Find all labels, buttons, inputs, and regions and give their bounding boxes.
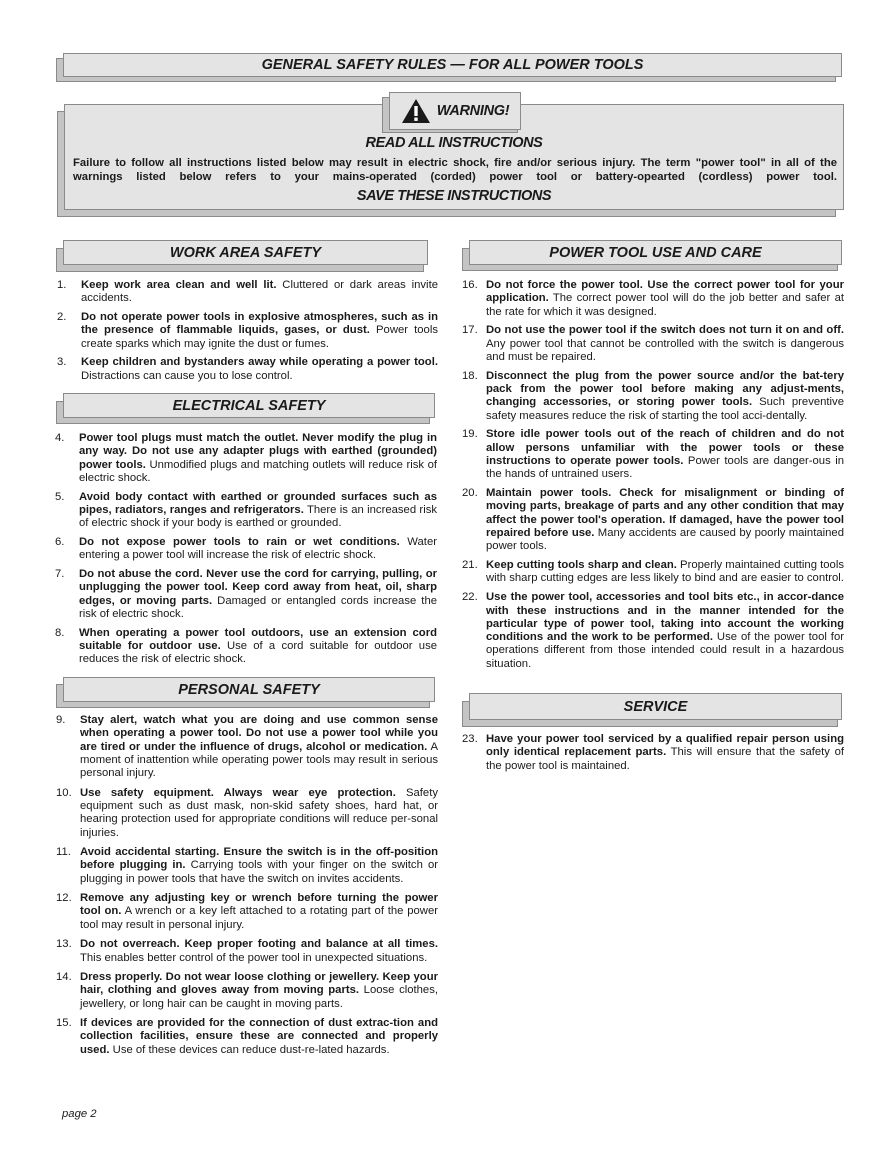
page-title-box xyxy=(63,53,842,77)
rule-item xyxy=(462,591,844,671)
rule-number: 5. xyxy=(55,490,65,503)
work-area-title: WORK AREA SAFETY xyxy=(169,244,322,261)
rule-text: Any power tool that cannot be controlled with the switch is dangerous and must be repaired. xyxy=(486,337,844,363)
rule-bold-text: Disconnect the plug from the power source and/or the bat-tery pack from the power tool before making any adjust-ments, changing accessories, or storing power tools. xyxy=(486,369,844,409)
rule-text: Cluttered or dark areas invite accidents. xyxy=(81,279,438,305)
rule-item xyxy=(57,311,438,351)
rule-number: 2. xyxy=(57,311,67,324)
rule-text: A wrench or a key left attached to a rotating part of the power tool may result in personal injury. xyxy=(80,905,438,931)
rule-text: Unmodified plugs and matching outlets will reduce risk of electric shock. xyxy=(79,458,437,484)
rule-item xyxy=(55,491,437,531)
rule-text: There is an increased risk of electric shock if your body is earthed or grounded. xyxy=(79,503,437,530)
rule-text: This will ensure that the safety of the power tool is maintained. xyxy=(486,746,844,772)
rule-number: 3. xyxy=(57,356,67,369)
page-title: GENERAL SAFETY RULES — FOR ALL POWER TOOLS xyxy=(261,57,644,73)
warning-tab xyxy=(389,92,521,130)
rule-bold-text: Do not force the power tool. Use the correct power tool for your application. xyxy=(486,279,844,305)
warning-text: Failure to follow all instructions listed below may result in electric shock, fire and/or serious injury. The term "power tool" in all of the warnings listed below refers to your mains-operated (corded) power tool or battery-opearted (cordless) power tool. xyxy=(73,157,837,183)
rule-item xyxy=(56,714,438,780)
warning-label: WARNING! xyxy=(436,103,510,119)
rule-bold-text: Do not expose power tools to rain or wet conditions. xyxy=(79,536,400,549)
rule-number: 4. xyxy=(55,432,65,444)
power-tool-list xyxy=(462,279,844,677)
rule-bold-text: Keep work area clean and well lit. xyxy=(81,279,277,291)
rule-number: 15. xyxy=(56,1017,72,1030)
rule-number: 12. xyxy=(56,892,72,905)
rule-item xyxy=(462,370,844,423)
rule-text: Carrying tools with your finger on the switch or plugging in power tools that have the switch on invites accidents. xyxy=(80,859,438,885)
rule-bold-text: Avoid body contact with earthed or grounded surfaces such as pipes, radiators, ranges and refrigerators. xyxy=(79,490,437,516)
rule-number: 14. xyxy=(56,970,72,983)
rule-number: 7. xyxy=(55,568,65,581)
rule-text: Distractions can cause you to lose control. xyxy=(81,369,293,382)
rule-item xyxy=(55,536,437,563)
warning-triangle-icon xyxy=(401,98,431,124)
electrical-title: ELECTRICAL SAFETY xyxy=(172,397,326,414)
rule-item xyxy=(462,733,844,773)
rule-number: 6. xyxy=(55,536,65,549)
rule-item xyxy=(462,487,844,553)
rule-number: 1. xyxy=(57,279,67,291)
rule-bold-text: Do not use the power tool if the switch does not turn it on and off. xyxy=(486,324,844,337)
rule-item xyxy=(55,627,437,667)
read-instructions-title: READ ALL INSTRUCTIONS xyxy=(365,135,543,151)
rule-item xyxy=(462,559,844,586)
rule-text: Safety equipment such as dust mask, non-skid safety shoes, hard hat, or hearing protection used for appropriate conditions will reduce per-sonal injuries. xyxy=(80,786,438,839)
rule-bold-text: Maintain power tools. Check for misalignment or binding of moving parts, breakage of parts and any other condition that may affect the power tool's operation. If damaged, have the power tool repaired before use. xyxy=(486,487,844,540)
rule-number: 20. xyxy=(462,487,478,500)
rule-text: The correct power tool will do the job better and safer at the rate for which it was designed. xyxy=(486,292,844,318)
rule-number: 23. xyxy=(462,733,478,745)
service-header xyxy=(469,693,842,720)
rule-text: Loose clothes, jewellery, or long hair can be caught in moving parts. xyxy=(80,984,438,1010)
rule-item xyxy=(56,846,438,886)
rule-bold-text: Do not abuse the cord. Never use the cord for carrying, pulling, or unplugging the power tool. Keep cord away from heat, oil, sharp edges, or moving parts. xyxy=(79,568,437,607)
rule-bold-text: Do not operate power tools in explosive atmospheres, such as in the presence of flammable liquids, gases, or dust. xyxy=(81,311,438,337)
work-area-header xyxy=(63,240,428,265)
rule-text: Power tools create sparks which may ignite the dust or fumes. xyxy=(81,324,438,350)
rule-number: 22. xyxy=(462,591,478,604)
rule-item xyxy=(56,787,438,840)
rule-bold-text: Use the power tool, accessories and tool bits etc., in accor-dance with these instructions and in the manner intended for the particular type of power tool, taking into account the working conditions and the work to be performed. xyxy=(486,591,844,644)
service-title: SERVICE xyxy=(623,698,688,715)
rule-bold-text: If devices are provided for the connection of dust extrac-tion and collection facilities, ensure these are connected and properly used. xyxy=(80,1017,438,1056)
rule-item xyxy=(462,279,844,319)
rule-number: 9. xyxy=(56,714,66,726)
rule-bold-text: Power tool plugs must match the outlet. Never modify the plug in any way. Do not use any adapter plugs with earthed (grounded) power tools. xyxy=(79,432,437,471)
rule-item xyxy=(55,432,437,485)
rule-text: A moment of inattention while operating power tools may result in serious personal injury. xyxy=(80,740,438,780)
rule-bold-text: Remove any adjusting key or wrench before turning the power tool on. xyxy=(80,892,438,918)
rule-text: Use of a cord suitable for outdoor use reduces the risk of electric shock. xyxy=(79,640,437,666)
rule-item xyxy=(462,428,844,481)
rule-bold-text: When operating a power tool outdoors, use an extension cord suitable for outdoor use. xyxy=(79,626,437,653)
rule-number: 8. xyxy=(55,626,65,639)
rule-text: Properly maintained cutting tools with sharp cutting edges are less likely to bind and are easier to control. xyxy=(486,559,844,585)
rule-number: 10. xyxy=(56,786,72,799)
rule-bold-text: Dress properly. Do not wear loose clothing or jewellery. Keep your hair, clothing and gloves away from moving parts. xyxy=(80,970,438,997)
rule-item xyxy=(462,324,844,364)
rule-item xyxy=(57,279,438,306)
work-area-list xyxy=(57,279,438,389)
rule-item xyxy=(55,568,437,621)
rule-text: Power tools are danger-ous in the hands of untrained users. xyxy=(486,455,844,481)
rule-bold-text: Store idle power tools out of the reach of children and do not allow persons unfamiliar with the power tools or these instructions to operate power tools. xyxy=(486,428,844,468)
rule-item xyxy=(56,892,438,932)
rule-bold-text: Stay alert, watch what you are doing and use common sense when operating a power tool. Do not use a power tool while you are tired or under the influence of drugs, alcohol or medication. xyxy=(80,714,438,753)
rule-text: Use of the power tool for operations different from those intended could result in a hazardous situation. xyxy=(486,631,844,670)
personal-list xyxy=(56,714,438,1063)
personal-title: PERSONAL SAFETY xyxy=(178,681,320,698)
electrical-list xyxy=(55,432,437,672)
rule-bold-text: Have your power tool serviced by a qualified repair person using only identical replacement parts. xyxy=(486,733,844,759)
rule-text: This enables better control of the power tool in unexpected situations. xyxy=(80,951,428,964)
electrical-header xyxy=(63,393,435,418)
rule-number: 19. xyxy=(462,428,478,441)
rule-number: 13. xyxy=(56,938,72,951)
rule-item xyxy=(56,938,438,965)
rule-bold-text: Use safety equipment. Always wear eye protection. xyxy=(80,786,396,799)
save-instructions-title: SAVE THESE INSTRUCTIONS xyxy=(356,188,552,204)
rule-item xyxy=(56,971,438,1011)
personal-header xyxy=(63,677,435,702)
rule-number: 11. xyxy=(56,846,71,859)
rule-item xyxy=(57,356,438,383)
rule-number: 17. xyxy=(462,324,478,337)
power-tool-title: POWER TOOL USE AND CARE xyxy=(549,244,762,261)
rule-number: 18. xyxy=(462,369,478,382)
rule-bold-text: Do not overreach. Keep proper footing and balance at all times. xyxy=(80,938,438,951)
rule-item xyxy=(56,1017,438,1057)
rule-number: 21. xyxy=(462,559,478,572)
rule-number: 16. xyxy=(462,279,478,291)
rule-text: Damaged or entangled cords increase the risk of electric shock. xyxy=(79,594,438,621)
page-number: page 2 xyxy=(62,1108,97,1120)
rule-bold-text: Avoid accidental starting. Ensure the switch is in the off-position before plugging in. xyxy=(80,846,438,872)
rule-text: Water entering a power tool will increase the risk of electric shock. xyxy=(79,536,437,562)
rule-text: Such preventive safety measures reduce the risk of starting the tool acci-dentally. xyxy=(486,396,844,422)
rule-bold-text: Keep cutting tools sharp and clean. xyxy=(486,559,677,572)
rule-bold-text: Keep children and bystanders away while operating a power tool. xyxy=(81,356,438,369)
power-tool-header xyxy=(469,240,842,265)
rule-text: Use of these devices can reduce dust-re-lated hazards. xyxy=(109,1043,390,1056)
rule-text: Many accidents are caused by poorly maintained power tools. xyxy=(486,527,844,553)
service-list xyxy=(462,733,844,778)
